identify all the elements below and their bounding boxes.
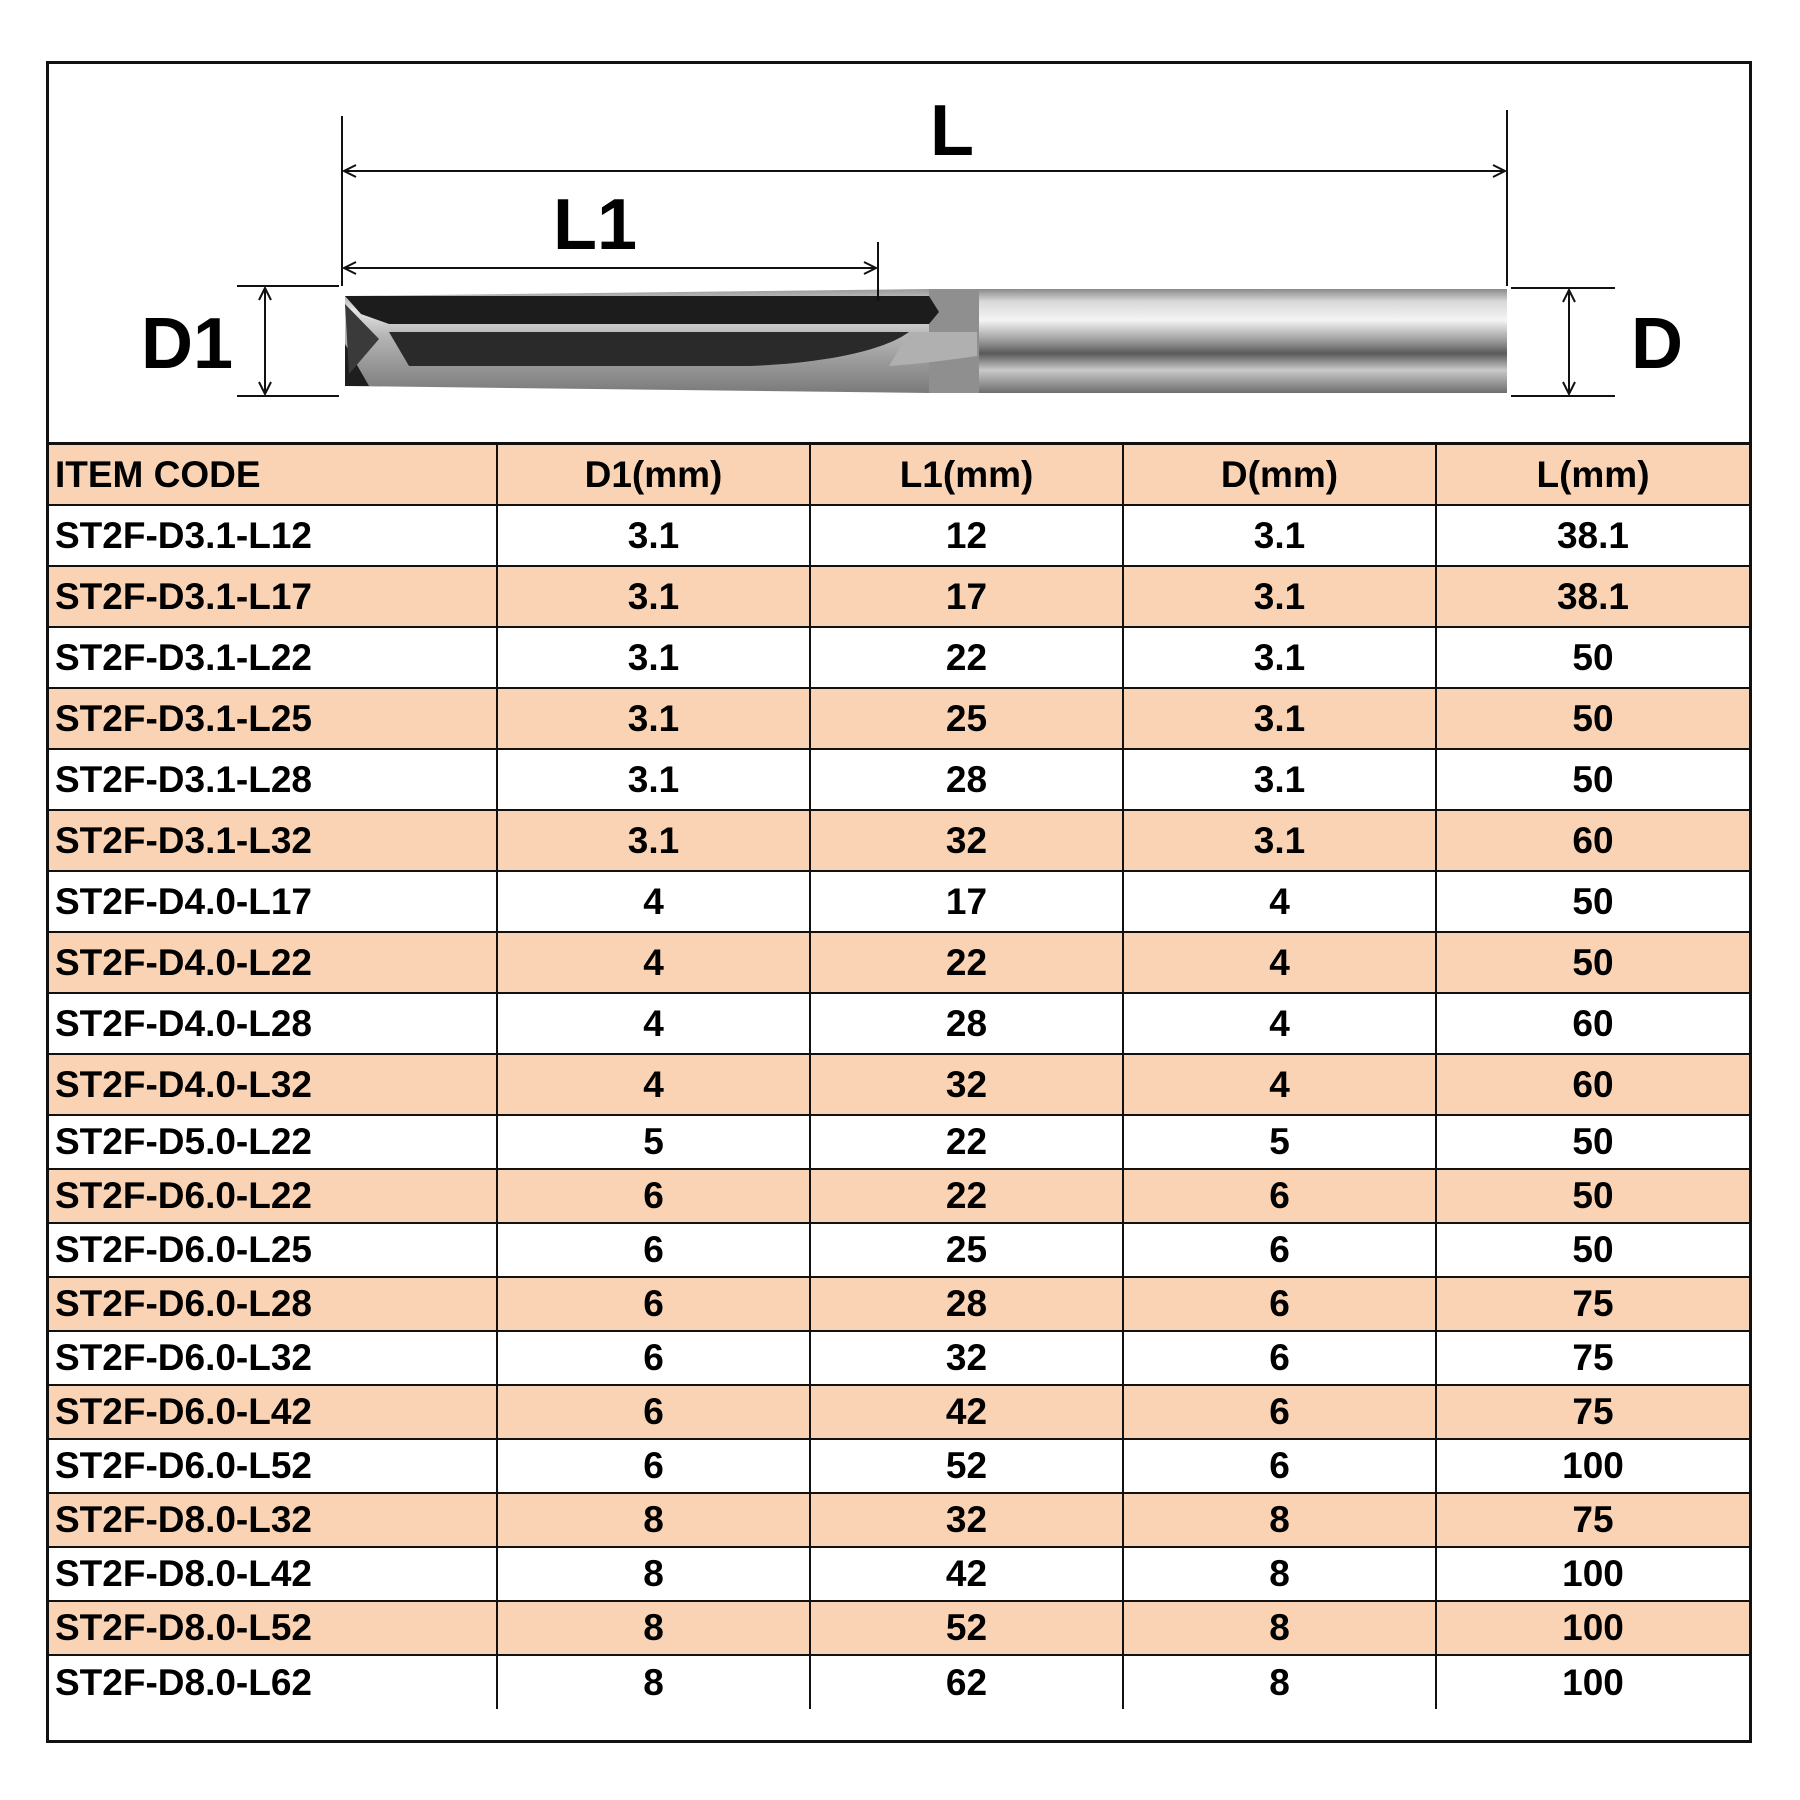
cell-l: 38.1	[1436, 505, 1749, 566]
cell-l1: 32	[810, 810, 1123, 871]
table-row	[49, 932, 1749, 993]
header-l: L(mm)	[1436, 445, 1749, 505]
label-L1: L1	[552, 185, 638, 265]
cell-item-code: ST2F-D8.0-L42	[49, 1547, 497, 1601]
cell-item-code: ST2F-D6.0-L25	[49, 1223, 497, 1277]
cell-l1: 22	[810, 627, 1123, 688]
cell-d: 6	[1123, 1385, 1436, 1439]
cell-d: 3.1	[1123, 688, 1436, 749]
cell-item-code: ST2F-D4.0-L17	[49, 871, 497, 932]
label-D1: D1	[140, 304, 234, 384]
cell-d: 4	[1123, 932, 1436, 993]
cell-d1: 3.1	[497, 810, 810, 871]
table-row	[49, 1439, 1749, 1493]
cell-l1: 17	[810, 871, 1123, 932]
table-row	[49, 1493, 1749, 1547]
cell-item-code: ST2F-D6.0-L42	[49, 1385, 497, 1439]
cell-l1: 62	[810, 1655, 1123, 1709]
cell-d1: 3.1	[497, 627, 810, 688]
cell-l: 50	[1436, 1115, 1749, 1169]
dimension-D1	[237, 286, 339, 396]
cell-d1: 3.1	[497, 688, 810, 749]
tool-shank	[929, 289, 1507, 393]
cell-item-code: ST2F-D3.1-L32	[49, 810, 497, 871]
cell-l1: 42	[810, 1547, 1123, 1601]
cell-item-code: ST2F-D4.0-L28	[49, 993, 497, 1054]
cell-l: 75	[1436, 1385, 1749, 1439]
cell-l: 60	[1436, 993, 1749, 1054]
table-row	[49, 1547, 1749, 1601]
cell-l: 100	[1436, 1547, 1749, 1601]
table-row	[49, 1169, 1749, 1223]
cell-d: 4	[1123, 993, 1436, 1054]
tool-flutes	[345, 289, 977, 393]
cell-item-code: ST2F-D6.0-L28	[49, 1277, 497, 1331]
cell-d1: 6	[497, 1385, 810, 1439]
cell-d1: 8	[497, 1547, 810, 1601]
cell-d1: 6	[497, 1277, 810, 1331]
cell-d: 3.1	[1123, 566, 1436, 627]
cell-d1: 8	[497, 1493, 810, 1547]
cell-d: 3.1	[1123, 810, 1436, 871]
cell-d: 6	[1123, 1277, 1436, 1331]
cell-l: 50	[1436, 627, 1749, 688]
cell-item-code: ST2F-D6.0-L52	[49, 1439, 497, 1493]
header-l1: L1(mm)	[810, 445, 1123, 505]
cell-l1: 32	[810, 1054, 1123, 1115]
cell-d1: 4	[497, 871, 810, 932]
cell-d1: 3.1	[497, 505, 810, 566]
cell-d1: 4	[497, 932, 810, 993]
cell-d: 3.1	[1123, 749, 1436, 810]
cell-d: 8	[1123, 1601, 1436, 1655]
cell-item-code: ST2F-D4.0-L22	[49, 932, 497, 993]
table-row	[49, 1331, 1749, 1385]
cell-d: 6	[1123, 1439, 1436, 1493]
cell-l: 100	[1436, 1439, 1749, 1493]
label-L: L	[930, 91, 974, 171]
cell-l1: 28	[810, 749, 1123, 810]
cell-item-code: ST2F-D3.1-L12	[49, 505, 497, 566]
cell-item-code: ST2F-D3.1-L17	[49, 566, 497, 627]
header-d1: D1(mm)	[497, 445, 810, 505]
cell-d: 6	[1123, 1223, 1436, 1277]
dimension-L	[342, 110, 1507, 286]
table-row	[49, 688, 1749, 749]
cell-d1: 8	[497, 1601, 810, 1655]
table-row	[49, 1601, 1749, 1655]
cell-item-code: ST2F-D4.0-L32	[49, 1054, 497, 1115]
cell-d1: 5	[497, 1115, 810, 1169]
cell-l: 50	[1436, 749, 1749, 810]
table-row	[49, 566, 1749, 627]
cell-item-code: ST2F-D8.0-L62	[49, 1655, 497, 1709]
cell-l1: 25	[810, 688, 1123, 749]
cell-l1: 17	[810, 566, 1123, 627]
cell-d: 8	[1123, 1493, 1436, 1547]
table-row	[49, 1277, 1749, 1331]
cell-l1: 22	[810, 1169, 1123, 1223]
dimension-D	[1511, 288, 1615, 396]
cell-l: 75	[1436, 1331, 1749, 1385]
cell-d: 8	[1123, 1655, 1436, 1709]
cell-l1: 12	[810, 505, 1123, 566]
table-row	[49, 1655, 1749, 1709]
cell-l: 75	[1436, 1493, 1749, 1547]
cell-d: 3.1	[1123, 505, 1436, 566]
cell-d1: 8	[497, 1655, 810, 1709]
cell-l: 50	[1436, 932, 1749, 993]
cell-d: 4	[1123, 871, 1436, 932]
cell-d1: 6	[497, 1169, 810, 1223]
cell-l1: 32	[810, 1493, 1123, 1547]
cell-l: 50	[1436, 1169, 1749, 1223]
cell-d1: 6	[497, 1223, 810, 1277]
table-row	[49, 993, 1749, 1054]
router-bit-diagram	[49, 64, 1749, 445]
cell-item-code: ST2F-D5.0-L22	[49, 1115, 497, 1169]
table-row	[49, 627, 1749, 688]
cell-item-code: ST2F-D6.0-L32	[49, 1331, 497, 1385]
cell-l1: 22	[810, 1115, 1123, 1169]
cell-d: 5	[1123, 1115, 1436, 1169]
cell-item-code: ST2F-D8.0-L32	[49, 1493, 497, 1547]
table-row	[49, 810, 1749, 871]
table-row	[49, 1115, 1749, 1169]
cell-item-code: ST2F-D3.1-L25	[49, 688, 497, 749]
cell-d: 6	[1123, 1169, 1436, 1223]
cell-l: 38.1	[1436, 566, 1749, 627]
header-d: D(mm)	[1123, 445, 1436, 505]
cell-d: 6	[1123, 1331, 1436, 1385]
cell-l: 50	[1436, 1223, 1749, 1277]
cell-l1: 22	[810, 932, 1123, 993]
router-bit-drawing	[49, 64, 1749, 442]
cell-l1: 42	[810, 1385, 1123, 1439]
cell-l: 50	[1436, 871, 1749, 932]
cell-l1: 52	[810, 1439, 1123, 1493]
cell-l: 60	[1436, 1054, 1749, 1115]
cell-item-code: ST2F-D3.1-L22	[49, 627, 497, 688]
cell-l: 60	[1436, 810, 1749, 871]
cell-l1: 52	[810, 1601, 1123, 1655]
table-row	[49, 749, 1749, 810]
cell-l: 100	[1436, 1655, 1749, 1709]
table-header-row	[49, 445, 1749, 505]
cell-d1: 4	[497, 993, 810, 1054]
table-row	[49, 505, 1749, 566]
cell-d: 8	[1123, 1547, 1436, 1601]
cell-d1: 3.1	[497, 749, 810, 810]
cell-d: 3.1	[1123, 627, 1436, 688]
label-D: D	[1631, 304, 1683, 384]
cell-item-code: ST2F-D3.1-L28	[49, 749, 497, 810]
cell-l: 100	[1436, 1601, 1749, 1655]
cell-d1: 6	[497, 1331, 810, 1385]
table-row	[49, 1385, 1749, 1439]
cell-item-code: ST2F-D8.0-L52	[49, 1601, 497, 1655]
cell-l: 50	[1436, 688, 1749, 749]
cell-l1: 32	[810, 1331, 1123, 1385]
cell-l1: 28	[810, 993, 1123, 1054]
spec-table	[49, 445, 1749, 1709]
table-row	[49, 1054, 1749, 1115]
cell-d: 4	[1123, 1054, 1436, 1115]
table-row	[49, 871, 1749, 932]
cell-d1: 6	[497, 1439, 810, 1493]
spec-sheet-frame	[46, 61, 1752, 1743]
cell-item-code: ST2F-D6.0-L22	[49, 1169, 497, 1223]
cell-l: 75	[1436, 1277, 1749, 1331]
cell-l1: 25	[810, 1223, 1123, 1277]
header-item-code: ITEM CODE	[49, 445, 497, 505]
cell-l1: 28	[810, 1277, 1123, 1331]
table-row	[49, 1223, 1749, 1277]
cell-d1: 4	[497, 1054, 810, 1115]
cell-d1: 3.1	[497, 566, 810, 627]
